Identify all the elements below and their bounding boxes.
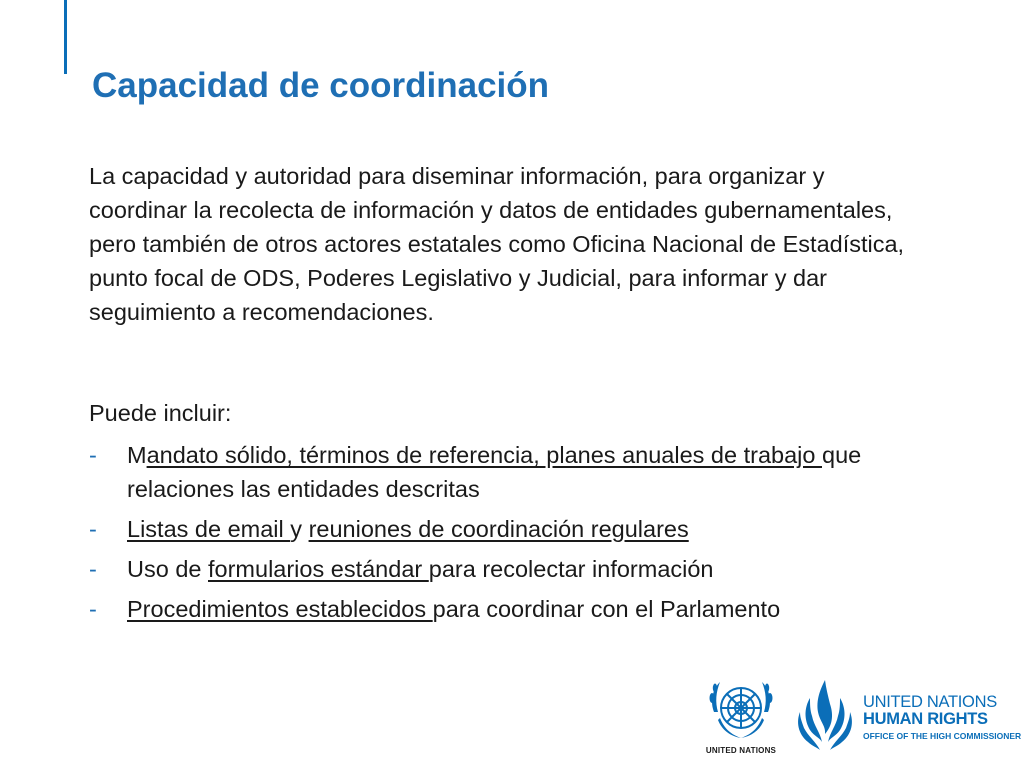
bullet-segment: Uso de bbox=[127, 556, 208, 582]
bullet-segment: y bbox=[290, 516, 309, 542]
un-caption: UNITED NATIONS bbox=[705, 746, 777, 755]
body-paragraph: La capacidad y autoridad para diseminar información, para organizar y coordinar la recolecta de información y datos de entidades gubernamentales, pero también de otros actores estatales como Oficina Nacional de Estadística, punto focal de ODS, Poderes Legislativo y Judicial, para informar y dar seguimiento a recomendaciones. bbox=[89, 163, 905, 325]
intro-label: Puede incluir: bbox=[89, 400, 232, 426]
accent-bar bbox=[64, 0, 67, 74]
bullet-segment-underlined: formularios estándar bbox=[208, 556, 429, 582]
bullet-marker: - bbox=[89, 556, 97, 582]
ohchr-line-office: OFFICE OF THE HIGH COMMISSIONER bbox=[863, 731, 1022, 741]
bullet-list bbox=[89, 438, 929, 632]
bullet-item bbox=[89, 592, 929, 626]
flame-icon bbox=[790, 676, 860, 754]
bullet-item bbox=[89, 552, 929, 586]
ohchr-line-united-nations: UNITED NATIONS bbox=[863, 693, 997, 711]
ohchr-wordmark bbox=[863, 693, 1022, 742]
bullet-marker: - bbox=[89, 596, 97, 622]
bullet-segment-underlined: Procedimientos establecidos bbox=[127, 596, 433, 622]
footer-logos bbox=[700, 672, 1022, 764]
bullet-item bbox=[89, 512, 929, 546]
bullet-segment: que relaciones las entidades descritas bbox=[127, 442, 862, 502]
bullet-segment-underlined: andato sólido, términos de referencia, planes anuales de trabajo bbox=[146, 442, 822, 468]
bullet-segment: para coordinar con el Parlamento bbox=[432, 596, 781, 622]
bullet-marker: - bbox=[89, 442, 97, 468]
bullet-segment-underlined: Listas de email bbox=[127, 516, 291, 542]
bullet-segment: M bbox=[127, 442, 147, 468]
bullet-marker: - bbox=[89, 516, 97, 542]
bullet-item bbox=[89, 438, 929, 506]
slide-title: Capacidad de coordinación bbox=[92, 66, 550, 105]
bullet-segment-underlined: reuniones de coordinación regulares bbox=[308, 516, 689, 542]
ohchr-line-human-rights: HUMAN RIGHTS bbox=[863, 710, 988, 728]
bullet-segment: para recolectar información bbox=[428, 556, 714, 582]
